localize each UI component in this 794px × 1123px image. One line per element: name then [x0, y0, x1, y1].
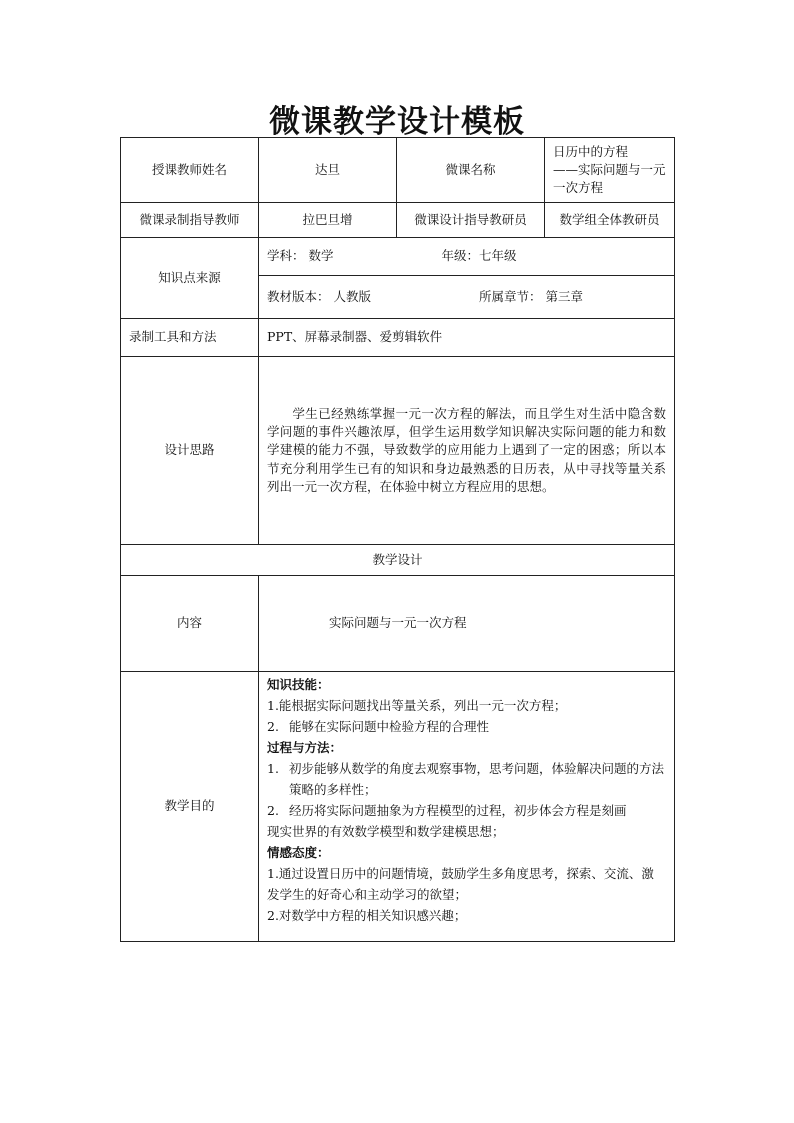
list-item: 1. 初步能够从数学的角度去观察事物，思考问题，体验解决问题的方法策略的多样性；: [267, 761, 665, 797]
table-row: [121, 138, 675, 203]
list-item: 1.通过设置日历中的问题情境，鼓励学生多角度思考，探索、交流、激发学生的好奇心和主动学习的欲望；: [267, 866, 654, 902]
table-row: [121, 238, 675, 276]
page-title: 微课教学设计模板: [269, 104, 525, 140]
teacher-value: 达旦: [259, 138, 397, 203]
course-name-label: 微课名称: [397, 138, 545, 203]
list-item: 现实世界的有效数学模型和数学建模思想；: [267, 824, 505, 839]
source-label: 知识点来源: [121, 238, 259, 319]
design-guide-label: 微课设计指导教研员: [397, 203, 545, 238]
edition-chapter-cell: [259, 276, 675, 319]
process-heading: 过程与方法：: [267, 740, 343, 755]
design-table: [120, 137, 675, 942]
design-idea-label: 设计思路: [121, 357, 259, 545]
edition-label: 教材版本：: [267, 288, 330, 304]
recording-guide-label: 微课录制指导教师: [121, 203, 259, 238]
list-item: 2. 能够在实际问题中检验方程的合理性: [267, 719, 490, 734]
content-value: 实际问题与一元一次方程: [259, 576, 675, 672]
subject-label: 学科：: [267, 248, 305, 264]
design-guide-value: 数学组全体教研员: [545, 203, 675, 238]
table-row: [121, 672, 675, 942]
list-item: 2.对数学中方程的相关知识感兴趣；: [267, 908, 467, 923]
recording-guide-value: 拉巴旦增: [259, 203, 397, 238]
design-idea-text: 学生已经熟练掌握一元一次方程的解法，而且学生对生活中隐含数学问题的事件兴趣浓厚，但学生运用数学知识解决实际问题的能力和数学建模的能力不强，导致数学的应用能力上遇到了一定的困惑；所以本节充分利用学生已有的知识和身边最熟悉的日历表，从中寻找等量关系列出一元一次方程，在体验中树立方程应用的思想。: [259, 357, 675, 545]
edition-value: 人教版: [333, 288, 372, 304]
course-name-line2: ——实际问题与一元一次方程: [553, 161, 666, 196]
list-item: 2. 经历将实际问题抽象为方程模型的过程，初步体会方程是刻画: [267, 803, 627, 818]
knowledge-heading: 知识技能：: [267, 677, 330, 692]
table-row: [121, 203, 675, 238]
course-name-line1: 日历中的方程: [553, 143, 629, 159]
teaching-design-header: 教学设计: [121, 545, 675, 576]
course-name-value: [545, 138, 675, 203]
tools-label: 录制工具和方法: [121, 319, 259, 357]
list-item: 1.能根据实际问题找出等量关系，列出一元一次方程；: [267, 698, 567, 713]
content-label: 内容: [121, 576, 259, 672]
chapter-value: 第三章: [545, 288, 583, 304]
subject-grade-cell: [259, 238, 675, 276]
goals-label: 教学目的: [121, 672, 259, 942]
grade-label: 年级：: [441, 248, 479, 264]
chapter-label: 所属章节：: [478, 288, 542, 304]
goals-cell: [259, 672, 675, 942]
subject-value: 数学: [308, 248, 334, 264]
table-row: [121, 545, 675, 576]
table-row: [121, 319, 675, 357]
teacher-label: 授课教师姓名: [121, 138, 259, 203]
table-row: [121, 357, 675, 545]
emotion-heading: 情感态度：: [267, 845, 330, 860]
grade-value: 七年级: [479, 248, 517, 264]
table-row: [121, 576, 675, 672]
tools-value: PPT、屏幕录制器、爱剪辑软件: [259, 319, 675, 357]
